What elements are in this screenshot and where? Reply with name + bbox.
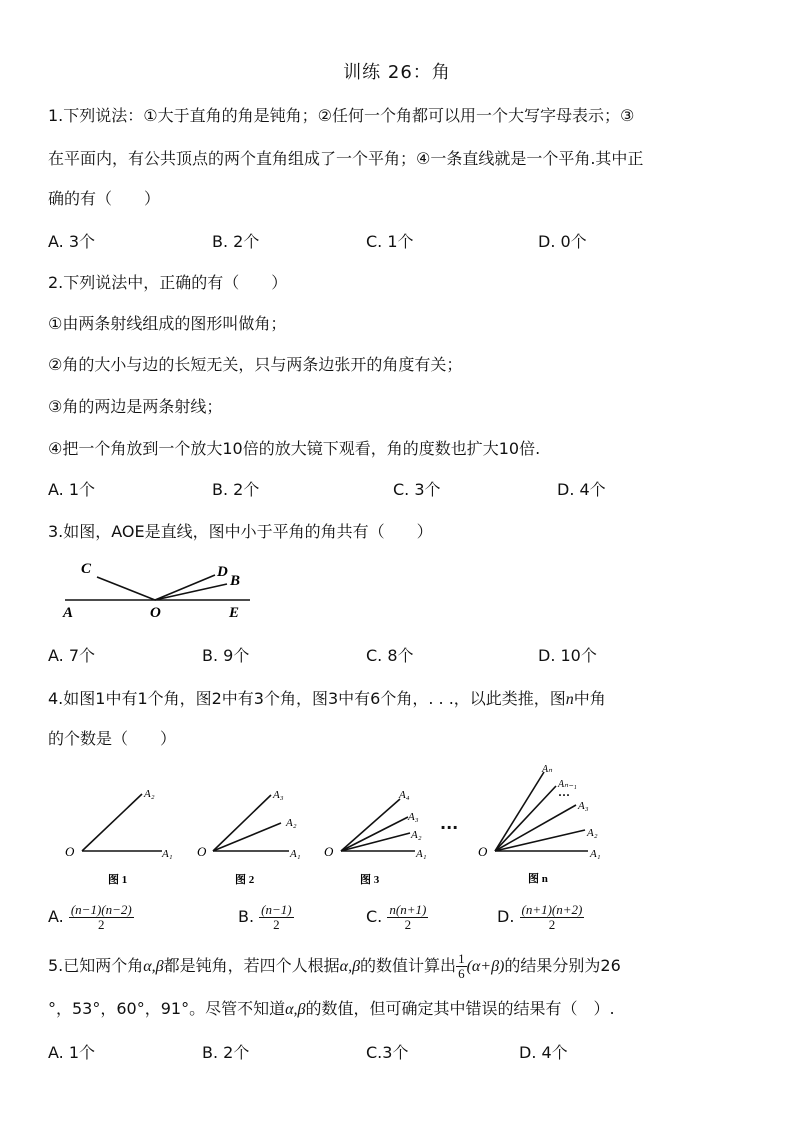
label-a4: A₄ [399,789,410,801]
caption-fig-1: 图 1 [108,874,128,886]
q4-option-a-denominator: 2 [98,917,105,932]
q2-stem: 2.下列说法中，正确的有（ ） [48,273,288,292]
q5-part-b: 都是钝角，若四个人根据 [163,956,340,975]
q1-option-c[interactable]: C. 1个 [366,232,414,251]
q1-option-a[interactable]: A. 3个 [48,232,96,251]
q3-stem: 3.如图，AOE是直线，图中小于平角的角共有（ ） [48,522,433,541]
q4-option-b-denominator: 2 [273,917,280,932]
q5-alpha-beta-2: α,β [339,958,361,975]
q2-option-b[interactable]: B. 2个 [212,480,260,499]
label-o: O [65,844,75,859]
q5-option-a[interactable]: A. 1个 [48,1043,96,1062]
ray-oa3 [495,805,576,851]
q4-option-c-fraction [387,903,428,932]
q2-option-c[interactable]: C. 3个 [393,480,441,499]
q4-figure-1 [60,783,185,888]
q5-alpha-beta-1: α,β [143,958,164,975]
q4-option-a[interactable] [48,903,134,932]
q4-option-b-fraction [259,903,293,932]
ray-oa3 [213,795,271,851]
label-a2: A₂ [587,827,598,839]
q5-fraction [456,952,467,981]
label-a: A [63,605,74,620]
q3-option-b[interactable]: B. 9个 [202,646,250,665]
label-dots: ··· [558,788,571,802]
label-a2: A₂ [144,788,155,800]
q4-figure-n [470,758,610,888]
q4-option-d-letter: D. [497,907,515,926]
q1-option-b[interactable]: B. 2个 [212,232,260,251]
label-o: O [150,605,161,620]
q5-part-e: °，53°，60°，91°。尽管不知道 [48,999,286,1018]
q1-stem-line3: 确的有（ ） [48,189,161,208]
ray-oan [495,772,544,851]
q2-option-a[interactable]: A. 1个 [48,480,96,499]
q3-option-d[interactable]: D. 10个 [538,646,597,665]
label-a3: A₃ [408,811,419,823]
q5-part-f: 的数值，但可确定其中错误的结果有（ ）. [305,999,615,1018]
q1-option-d[interactable]: D. 0个 [538,232,587,251]
label-a3: A₃ [273,789,284,801]
q5-stem-line2 [48,996,615,1019]
q5-option-d[interactable]: D. 4个 [519,1043,568,1062]
q2-statement-4: ④把一个角放到一个放大10倍的放大镜下观看，角的度数也扩大10倍. [48,439,541,458]
q4-option-b-letter: B. [238,907,255,926]
q4-option-d[interactable] [497,903,584,932]
label-a2: A₂ [411,829,422,841]
q5-part-a: 5.已知两个角 [48,956,144,975]
q4-option-d-denominator: 2 [548,917,556,932]
label-e: E [229,605,240,620]
label-o: O [197,844,207,859]
q4-stem-part-a: 4.如图1中有1个角，图2中有3个角，图3中有6个角，. . .，以此类推，图 [48,689,566,708]
q4-stem-line1 [48,686,606,709]
label-a1: A₁ [162,848,173,860]
q5-option-b[interactable]: B. 2个 [202,1043,250,1062]
q4-option-c-letter: C. [366,907,383,926]
ray-od [155,575,215,600]
ray-oa2 [82,794,142,851]
q2-statement-2: ②角的大小与边的长短无关，只与两条边张开的角度有关； [48,355,463,374]
q4-figure-3 [320,783,438,888]
q4-option-a-letter: A. [48,907,64,926]
label-a3: A₃ [578,800,589,812]
ray-oa2 [495,830,585,851]
page-title: 训练 26：角 [343,62,451,83]
label-d: D [217,564,228,580]
q1-stem-line2: 在平面内，有公共顶点的两个直角组成了一个平角；④一条直线就是一个平角.其中正 [48,149,644,168]
q5-stem-line1 [48,952,621,981]
q4-option-b[interactable] [238,903,294,932]
label-b: B [230,573,241,589]
caption-fig-3: 图 3 [360,874,380,886]
q1-stem-line1: 1.下列说法：①大于直角的角是钝角；②任何一个角都可以用一个大写字母表示；③ [48,106,635,125]
q4-stem-n: n [565,691,574,708]
label-o: O [324,844,334,859]
ray-oan-1 [495,786,556,851]
label-a2: A₂ [286,817,297,829]
q2-statement-1: ①由两条射线组成的图形叫做角； [48,314,287,333]
q4-option-a-numerator: (n−1)(n−2) [70,902,132,917]
ray-oa2 [213,823,281,851]
q2-option-d[interactable]: D. 4个 [557,480,606,499]
q5-expression: (α+β) [466,958,505,975]
caption-fig-n: 图 n [528,873,548,885]
q5-option-c[interactable]: C.3个 [366,1043,409,1062]
q4-option-d-numerator: (n+1)(n+2) [521,902,583,917]
q2-statement-3: ③角的两边是两条射线； [48,397,223,416]
q5-fraction-numerator: 1 [458,951,465,966]
q4-option-a-fraction [69,903,134,932]
caption-fig-2: 图 2 [235,874,255,886]
q3-option-c[interactable]: C. 8个 [366,646,414,665]
q4-stem-line2: 的个数是（ ） [48,729,177,748]
label-an-1: Aₙ₋₁ [558,779,577,790]
q5-alpha-beta-3: α,β [285,1001,306,1018]
label-c: C [81,561,92,577]
q5-part-d: 的结果分别为26 [504,956,621,975]
q4-option-b-numerator: (n−1) [261,902,292,917]
q4-stem-part-b: 中角 [573,689,606,708]
q4-option-c-denominator: 2 [404,917,412,932]
q3-angle-figure [55,555,265,620]
label-an: Aₙ [542,764,553,775]
label-a1: A₁ [590,848,601,860]
q4-option-c-numerator: n(n+1) [389,902,427,917]
q4-figure-2 [193,783,313,888]
ray-oc [97,577,155,600]
q4-option-c[interactable] [366,903,428,932]
q5-part-c: 的数值计算出 [360,956,457,975]
q4-figure-ellipsis: ··· [440,818,459,837]
ray-ob [155,584,227,600]
label-a1: A₁ [290,848,301,860]
q4-option-d-fraction [520,903,585,932]
q5-fraction-denominator: 6 [458,966,465,981]
label-a1: A₁ [416,848,427,860]
q3-option-a[interactable]: A. 7个 [48,646,96,665]
label-o: O [478,844,488,859]
